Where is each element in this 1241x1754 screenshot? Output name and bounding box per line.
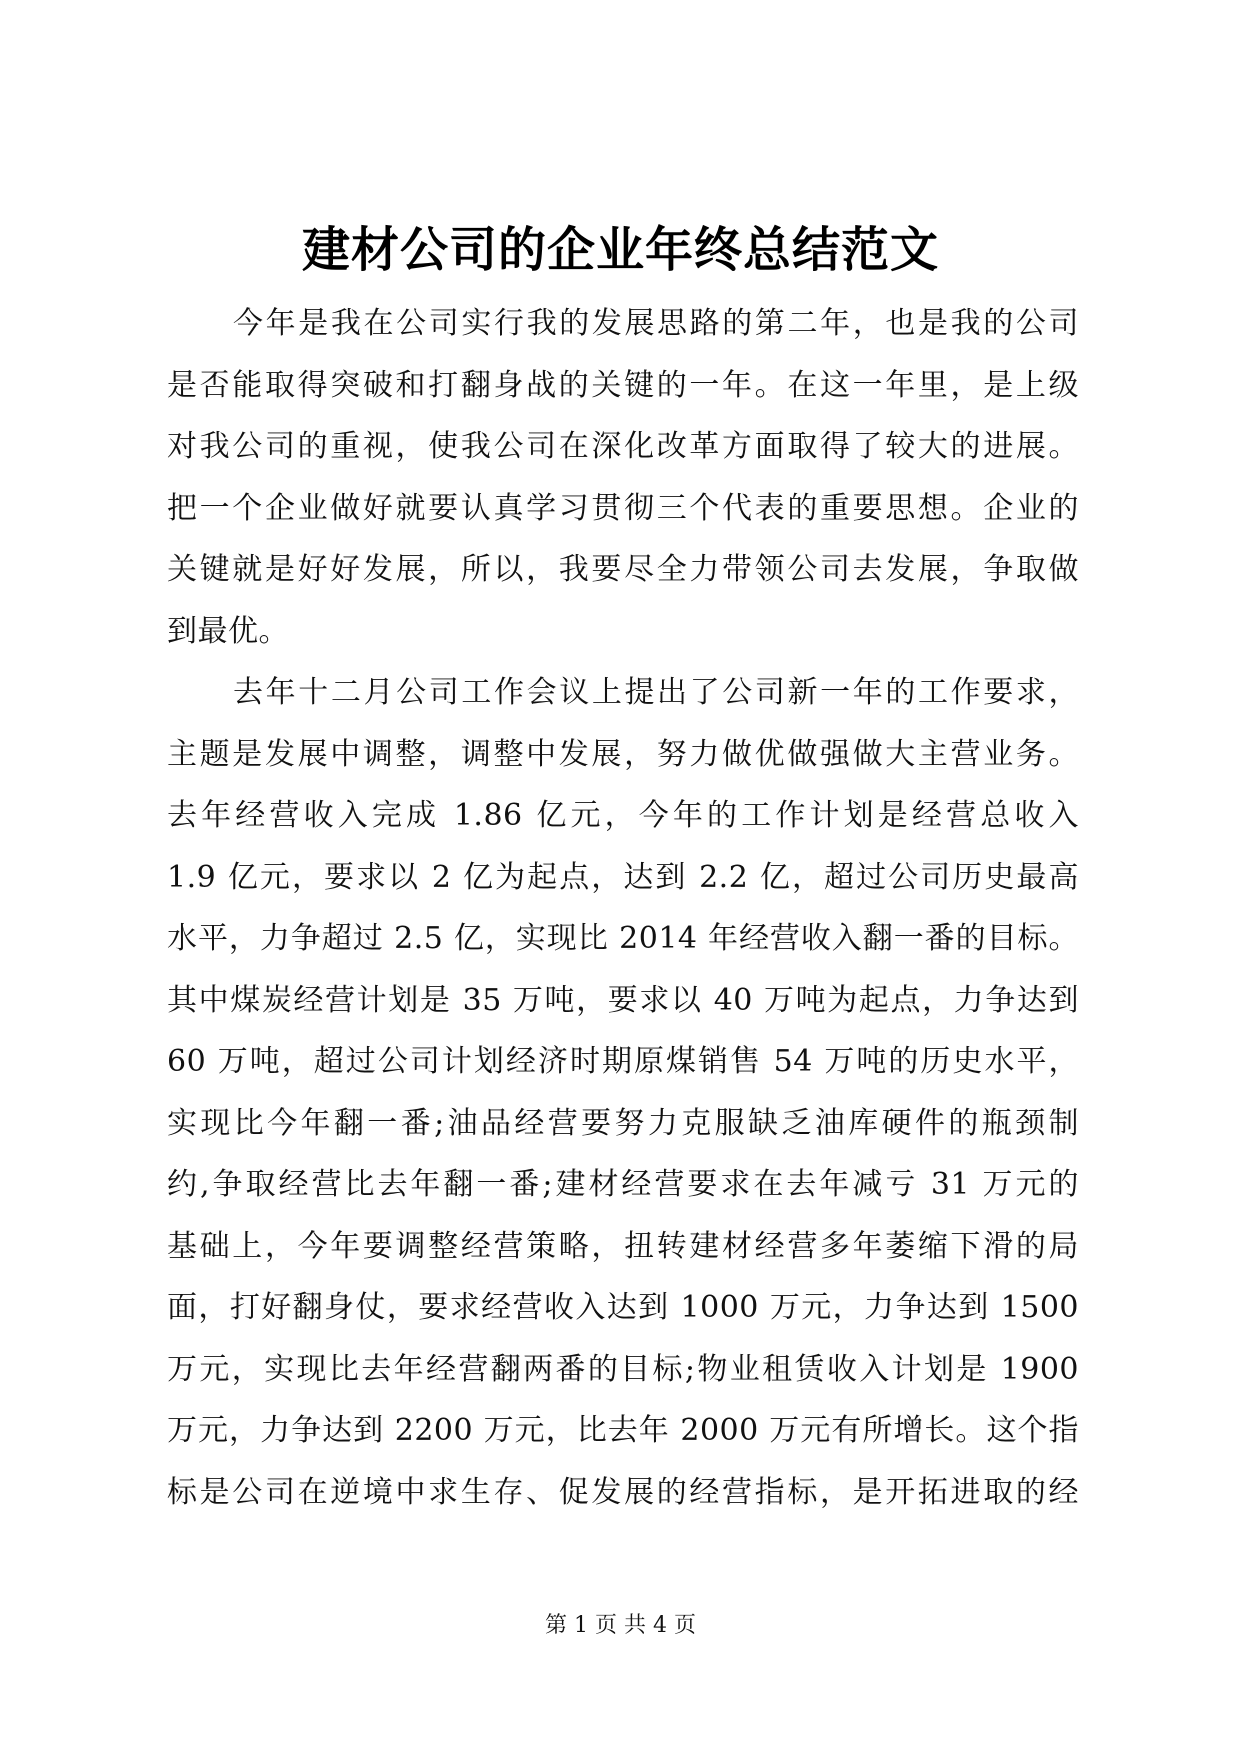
paragraph-2-line-13: 万元，力争达到 2200 万元，比去年 2000 万元有所增长。这个指: [167, 1413, 1079, 1448]
paragraph-2-line-12: 万元，实现比去年经营翻两番的目标;物业租赁收入计划是 1900: [167, 1351, 1079, 1387]
paragraph-2-line-7: 60 万吨，超过公司计划经济时期原煤销售 54 万吨的历史水平，: [167, 1044, 1079, 1079]
paragraph-2-line-6: 其中煤炭经营计划是 35 万吨，要求以 40 万吨为起点，力争达到: [167, 982, 1079, 1018]
paragraph-2-line-10: 基础上，今年要调整经营策略，扭转建材经营多年萎缩下滑的局: [167, 1228, 1079, 1264]
paragraph-1-line-6: 到最优。: [167, 613, 289, 649]
paragraph-2-line-3: 去年经营收入完成 1.86 亿元，今年的工作计划是经营总收入: [167, 798, 1079, 833]
paragraph-2-line-14: 标是公司在逆境中求生存、促发展的经营指标，是开拓进取的经: [167, 1474, 1079, 1510]
paragraph-1-line-5: 关键就是好好发展，所以，我要尽全力带领公司去发展，争取做: [167, 552, 1079, 587]
paragraph-2-line-1: 去年十二月公司工作会议上提出了公司新一年的工作要求，: [233, 675, 1079, 710]
paragraph-1-line-3: 对我公司的重视，使我公司在深化改革方面取得了较大的进展。: [167, 429, 1079, 464]
paragraph-2-line-4: 1.9 亿元，要求以 2 亿为起点，达到 2.2 亿，超过公司历史最高: [167, 859, 1079, 895]
paragraph-2-line-11: 面，打好翻身仗，要求经营收入达到 1000 万元，力争达到 1500: [167, 1290, 1079, 1325]
paragraph-2-line-8: 实现比今年翻一番;油品经营要努力克服缺乏油库硬件的瓶颈制: [167, 1105, 1079, 1141]
paragraph-2-line-2: 主题是发展中调整，调整中发展，努力做优做强做大主营业务。: [167, 736, 1079, 772]
paragraph-1-line-2: 是否能取得突破和打翻身战的关键的一年。在这一年里，是上级: [167, 367, 1079, 403]
document-title: 建材公司的企业年终总结范文: [301, 222, 939, 278]
paragraph-1-line-1: 今年是我在公司实行我的发展思路的第二年，也是我的公司: [233, 306, 1079, 341]
document-body: [167, 293, 1079, 1523]
paragraph-2-line-9: 约,争取经营比去年翻一番;建材经营要求在去年减亏 31 万元的: [167, 1167, 1079, 1202]
paragraph-1-line-4: 把一个企业做好就要认真学习贯彻三个代表的重要思想。企业的: [167, 490, 1079, 526]
paragraph-2-line-5: 水平，力争超过 2.5 亿，实现比 2014 年经营收入翻一番的目标。: [167, 921, 1079, 956]
page-number-footer: 第 1 页 共 4 页: [545, 1613, 696, 1638]
